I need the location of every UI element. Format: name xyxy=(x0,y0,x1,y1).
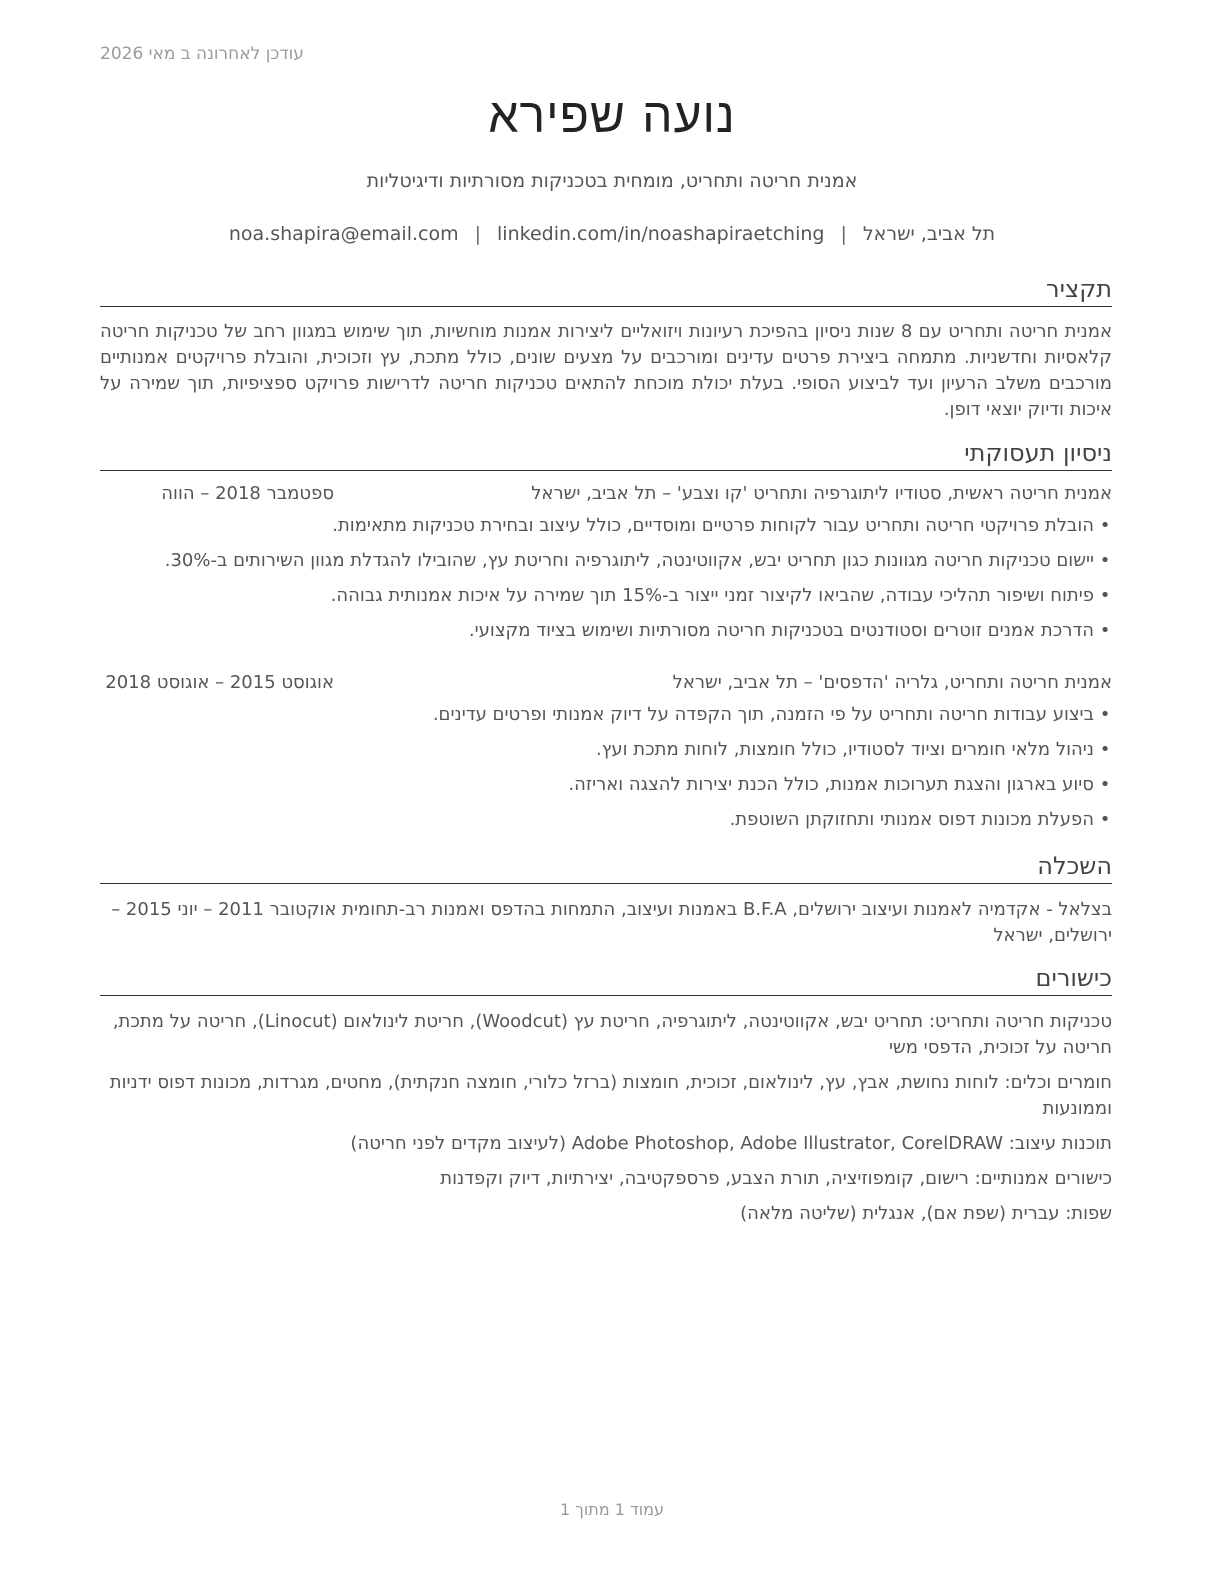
bullet-text: פיתוח ושיפור תהליכי עבודה, שהביאו לקיצור זמני ייצור ב-15% תוך שמירה על איכות אמנותית גבוהה. xyxy=(330,585,1094,606)
candidate-subtitle: אמנית חריטה ותחריט, מומחית בטכניקות מסורתיות ודיגיטליות xyxy=(366,170,858,192)
bullet-icon: • xyxy=(1099,809,1111,830)
list-item xyxy=(100,772,1112,807)
list-item xyxy=(100,618,1112,653)
skill-item: חומרים וכלים: לוחות נחושת, אבץ, עץ, לינולאום, זכוכית, חומצות (ברזל כלורי, חומצה חנקתית), מחטים, מגרדות, מכונות דפוס ידניות וממונעות xyxy=(109,1072,1112,1119)
bullet-icon: • xyxy=(1099,739,1111,760)
bullet-icon: • xyxy=(1099,620,1111,641)
education-text: בצלאל - אקדמיה לאמנות ועיצוב ירושלים, B.F.A באמנות ועיצוב, התמחות בהדפס ואמנות רב-תחומית אוקטובר 2011 – יוני 2015 – ירושלים, ישראל xyxy=(111,899,1112,946)
list-item xyxy=(100,513,1112,548)
bullet-icon: • xyxy=(1099,585,1111,606)
summary-text: אמנית חריטה ותחריט עם 8 שנות ניסיון בהפיכת רעיונות ויזואליים ליצירות אמנות מוחשיות, תוך שימוש במגוון רחב של טכניקות חריטה קלאסיות וחדשניות. מתמחה ביצירת פרטים עדינים ומורכבים על מצעים שונים, כולל מתכת, עץ וזכוכית, והובלת פרויקטים אמנותיים מורכבים משלב הרעיון ועד לביצוע הסופי. בעלת יכולת מוכחת להתאים טכניקות חריטה לדרישות פרויקט ספציפיות, תוך שמירה על איכות ודיוק יוצאי דופן. xyxy=(100,321,1112,420)
contact-separator: | xyxy=(474,223,482,245)
job-header xyxy=(100,483,1112,509)
bullet-text: הדרכת אמנים זוטרים וסטודנטים בטכניקות חריטה מסורתיות ושימוש בציוד מקצועי. xyxy=(468,620,1094,641)
page-number: עמוד 1 מתוך 1 xyxy=(560,1500,664,1519)
summary-heading: תקציר xyxy=(100,274,1112,307)
contact-line xyxy=(0,223,1224,245)
bullet-icon: • xyxy=(1099,774,1111,795)
contact-location: תל אביב, ישראל xyxy=(862,223,996,245)
skill-item: טכניקות חריטה ותחריט: תחריט יבש, אקווטינטה, ליתוגרפיה, חריטת עץ (Woodcut), חריטת לינולאום (Linocut), חריטה על מתכת, חריטה על זכוכית, הדפסי משי xyxy=(112,1011,1112,1058)
job-dates: ספטמבר 2018 – הווה xyxy=(161,483,334,504)
experience-heading: ניסיון תעסוקתי xyxy=(100,438,1112,471)
list-item xyxy=(100,807,1112,842)
skills-list xyxy=(100,1009,1112,1236)
list-item xyxy=(100,583,1112,618)
job-bullets xyxy=(100,513,1112,653)
skill-item: כישורים אמנותיים: רישום, קומפוזיציה, תורת הצבע, פרספקטיבה, יצירתיות, דיוק וקפדנות xyxy=(440,1168,1112,1189)
job-title: אמנית חריטה ותחריט, גלריה 'הדפסים' – תל אביב, ישראל xyxy=(672,672,1112,693)
bullet-text: הפעלת מכונות דפוס אמנותי ותחזוקתן השוטפת. xyxy=(729,809,1094,830)
list-item xyxy=(100,548,1112,583)
bullet-text: הובלת פרויקטי חריטה ותחריט עבור לקוחות פרטיים ומוסדיים, כולל עיצוב ובחירת טכניקות מתאימות. xyxy=(332,515,1094,536)
job-bullets xyxy=(100,702,1112,842)
bullet-icon: • xyxy=(1099,704,1111,725)
last-updated-note: עודכן לאחרונה ב מאי 2026 xyxy=(100,44,304,64)
bullet-text: ביצוע עבודות חריטה ותחריט על פי הזמנה, תוך הקפדה על דיוק אמנותי ופרטים עדינים. xyxy=(432,704,1094,725)
education-heading: השכלה xyxy=(100,851,1112,884)
bullet-icon: • xyxy=(1099,515,1111,536)
list-item xyxy=(100,702,1112,737)
contact-separator: | xyxy=(840,223,847,245)
list-item xyxy=(100,737,1112,772)
bullet-icon: • xyxy=(1099,550,1111,571)
contact-linkedin-link[interactable]: linkedin.com/in/noashapiraetching xyxy=(497,223,825,245)
bullet-text: סיוע בארגון והצגת תערוכות אמנות, כולל הכנת יצירות להצגה ואריזה. xyxy=(568,774,1094,795)
candidate-name: נועה שפירא xyxy=(488,88,736,144)
job-title: אמנית חריטה ראשית, סטודיו ליתוגרפיה ותחריט 'קו וצבע' – תל אביב, ישראל xyxy=(531,483,1112,504)
skill-item: תוכנות עיצוב: Adobe Photoshop, Adobe Illustrator, CorelDRAW (לעיצוב מקדים לפני חריטה) xyxy=(350,1133,1112,1154)
job-dates: אוגוסט 2015 – אוגוסט 2018 xyxy=(105,672,334,693)
bullet-text: ניהול מלאי חומרים וציוד לסטודיו, כולל חומצות, לוחות מתכת ועץ. xyxy=(595,739,1094,760)
bullet-text: יישום טכניקות חריטה מגוונות כגון תחריט יבש, אקווטינטה, ליתוגרפיה וחריטת עץ, שהובילו להגדלת מגוון השירותים ב-30%. xyxy=(164,550,1094,571)
skill-item: שפות: עברית (שפת אם), אנגלית (שליטה מלאה) xyxy=(740,1203,1112,1224)
skills-heading: כישורים xyxy=(100,963,1112,996)
job-header xyxy=(100,672,1112,698)
contact-email-link[interactable]: noa.shapira@email.com xyxy=(228,223,459,245)
